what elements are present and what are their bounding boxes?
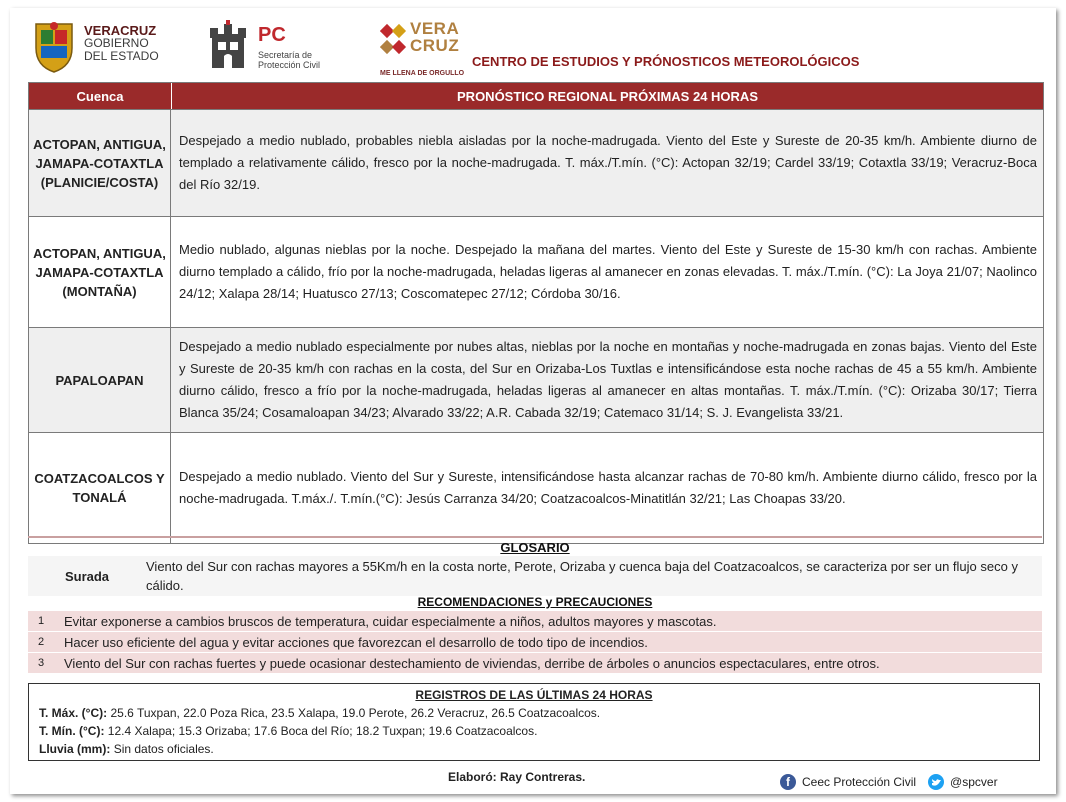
item-text: Viento del Sur con rachas fuertes y puede ocasionar destechamiento de viviendas, derribe de árboles o anuncios espectaculares, entre otros. — [64, 655, 880, 671]
pc-line-2: Protección Civil — [258, 60, 321, 70]
pc-name — [258, 50, 320, 70]
facebook-link[interactable]: Ceec Protección Civil — [802, 775, 917, 789]
knot-pattern-icon — [380, 22, 408, 62]
pc-mark: PC — [258, 24, 286, 46]
forecast-text: Medio nublado, algunas nieblas por la noche. Despejado la mañana del martes. Viento del Este y Sureste de 15-30 km/h con rachas. Ambiente diurno templado a cálido, frío por la noche-madrugada, heladas ligeras al amanecer en zonas elevadas. T. máx./T.mín. (°C): La Joya 21/07; Naolinco 24/12; Xalapa 28/14; Huatusco 27/13; Coscomatepec 27/12; Córdoba 30/16. — [179, 242, 1037, 301]
table-row — [29, 109, 1043, 216]
list-item — [28, 611, 1042, 631]
vc-word — [410, 20, 459, 54]
veracruz-government-logo — [32, 18, 192, 78]
header — [10, 8, 1056, 84]
tmax-value: 25.6 Tuxpan, 22.0 Poza Rica, 23.5 Xalapa, 19.0 Perote, 26.2 Veracruz, 26.5 Coatzacoalcos. — [110, 706, 601, 720]
records-title: REGISTROS DE LAS ÚLTIMAS 24 HORAS — [415, 688, 653, 702]
rain-value: Sin datos oficiales. — [113, 742, 214, 756]
item-text: Hacer uso eficiente del agua y evitar acciones que favorezcan el desarrollo de todo tipo de incendios. — [64, 634, 648, 650]
tmin-line — [39, 722, 1029, 740]
coat-of-arms-icon — [32, 18, 76, 74]
list-item — [28, 632, 1042, 652]
item-text: Evitar exponerse a cambios bruscos de temperatura, cuidar especialmente a niños, adultos mayores y mascotas. — [64, 613, 717, 629]
table-header — [29, 83, 1043, 109]
government-name — [84, 24, 159, 63]
cuenca-name: ACTOPAN, ANTIGUA, JAMAPA-COTAXTLA (MONTAÑA) — [29, 217, 171, 327]
tmax-label: T. Máx. (°C): — [39, 706, 108, 720]
forecast-text: Despejado a medio nublado. Viento del Sur y Sureste, intensificándose hasta alcanzar rachas de 70-80 km/h. Ambiente diurno cálido, fresco por la noche-madrugada. T.máx./. T.mín.(°C): Jesús Carranza 34/20; Coatzacoalcos-Minatitlán 32/21; Las Choapas 33/20. — [179, 469, 1037, 506]
author-credit: Elaboró: Ray Contreras. — [448, 770, 586, 784]
vc-word-2: CRUZ — [410, 36, 460, 55]
glossary-definition: Viento del Sur con rachas mayores a 55Km/h en la costa norte, Perote, Orizaba y cuenca baja del Coatzacoalcos, se caracteriza por ser un flujo seco y cálido. — [146, 559, 1018, 593]
item-number: 2 — [37, 636, 45, 648]
rain-line — [39, 740, 1029, 758]
facebook-icon[interactable]: f — [780, 774, 796, 790]
col-header-forecast: PRONÓSTICO REGIONAL PRÓXIMAS 24 HORAS — [457, 88, 758, 104]
social-links — [780, 774, 998, 790]
forecast-text: Despejado a medio nublado especialmente por nubes altas, nieblas por la noche en montañas y noche-madrugada en zonas bajas. Viento del Este y Sureste de 20-35 km/h con rachas en la costa, del Sur en Orizaba-Los Tuxtlas e intensificándose esta noche rachas de 45 a 55 km/h. Ambiente diurno cálido, fresco a frío por la noche-madrugada, heladas ligeras al amanecer en altas montañas. T. máx./T.mín. (°C): Orizaba 30/17; Tierra Blanca 35/24; Cosamaloapan 34/23; Alvarado 33/22; A.R. Cabada 32/19; Catemaco 31/14; S. J. Evangelista 33/21. — [179, 339, 1037, 420]
vc-word-1: VERA — [410, 19, 460, 38]
item-number: 3 — [37, 657, 45, 669]
forecast-cell — [171, 328, 1043, 432]
cuenca-name: PAPALOAPAN — [29, 328, 171, 432]
twitter-icon[interactable] — [928, 774, 944, 790]
gov-line-2: GOBIERNO — [84, 36, 149, 50]
records-box — [28, 683, 1040, 761]
center-title: CENTRO DE ESTUDIOS Y PRÓNOSTICOS METEOROLÓGICOS — [472, 54, 860, 69]
rain-label: Lluvia (mm): — [39, 742, 111, 756]
table-row — [29, 432, 1043, 543]
cuenca-name: ACTOPAN, ANTIGUA, JAMAPA-COTAXTLA (PLANICIE/COSTA) — [29, 110, 171, 216]
col-header-cuenca: Cuenca — [29, 83, 172, 109]
glossary-row — [28, 556, 1042, 596]
glossary-term: Surada — [64, 568, 110, 584]
table-row — [29, 216, 1043, 327]
veracruz-orgullo-logo — [378, 16, 468, 80]
forecast-cell — [171, 110, 1043, 216]
forecast-table — [28, 82, 1044, 544]
forecast-text: Despejado a medio nublado, probables niebla aisladas por la noche-madrugada. Viento del Este y Sureste de 20-35 km/h. Ambiente diurno de templado a relativamente cálido, fresco por la noche-madrugada. T. máx./T.mín. (°C): Actopan 32/19; Cardel 33/19; Cotaxtla 33/19; Veracruz-Boca del Río 32/19. — [179, 133, 1037, 192]
bulletin-sheet — [10, 8, 1056, 794]
twitter-link[interactable]: @spcver — [950, 775, 998, 789]
tmin-value: 12.4 Xalapa; 15.3 Orizaba; 17.6 Boca del Río; 18.2 Tuxpan; 19.6 Coatzacoalcos. — [107, 724, 538, 738]
forecast-cell — [171, 217, 1043, 327]
tmax-line — [39, 704, 1029, 722]
forecast-cell — [171, 433, 1043, 543]
recommendations-list — [28, 611, 1042, 674]
proteccion-civil-logo — [206, 18, 346, 78]
list-item — [28, 653, 1042, 673]
tmin-label: T. Mín. (°C): — [39, 724, 105, 738]
vc-slogan: ME LLENA DE ORGULLO — [380, 70, 465, 77]
glossary-title: GLOSARIO — [28, 536, 1042, 555]
table-row — [29, 327, 1043, 432]
item-number: 1 — [37, 615, 45, 627]
cuenca-name: COATZACOALCOS Y TONALÁ — [29, 433, 171, 543]
gov-line-3: DEL ESTADO — [84, 49, 159, 63]
gov-line-1: VERACRUZ — [84, 23, 157, 38]
pc-line-1: Secretaría de — [258, 50, 313, 60]
recommendations-title: RECOMENDACIONES y PRECAUCIONES — [417, 595, 653, 609]
castle-icon — [206, 20, 250, 72]
